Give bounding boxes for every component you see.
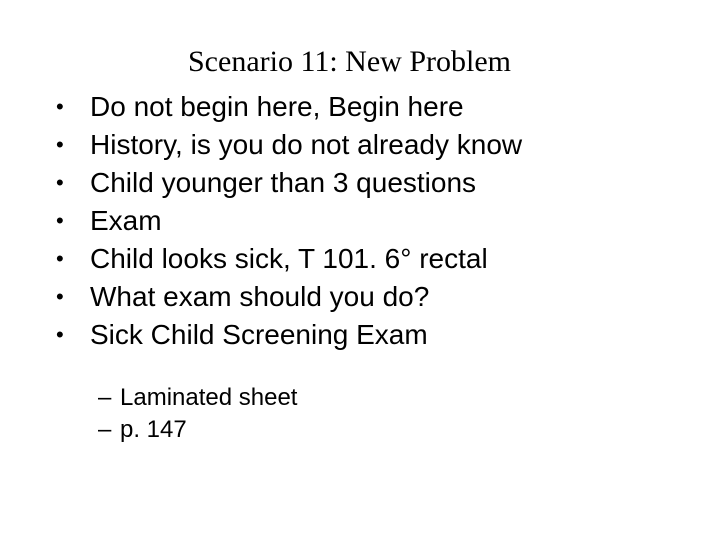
- bullet-marker: •: [56, 132, 64, 157]
- bullet-text: Sick Child Screening Exam: [90, 319, 428, 350]
- sub-bullet-text: p. 147: [120, 416, 187, 443]
- bullet-marker: •: [56, 284, 64, 309]
- slide-title: Scenario 11: New Problem: [188, 45, 511, 78]
- bullet-marker: •: [56, 246, 64, 271]
- bullet-text: Child younger than 3 questions: [90, 167, 477, 198]
- bullet-marker: •: [56, 170, 64, 195]
- bullet-text: Do not begin here, Begin here: [90, 91, 464, 122]
- bullet-marker: •: [56, 322, 64, 347]
- bullet-text: History, is you do not already know: [90, 129, 523, 160]
- bullet-marker: •: [56, 94, 64, 119]
- sub-bullet-marker: –: [98, 416, 112, 443]
- bullet-marker: •: [56, 208, 64, 233]
- bullet-text: Child looks sick, T 101. 6° rectal: [90, 243, 488, 274]
- sub-bullet-text: Laminated sheet: [120, 384, 298, 411]
- sub-bullet-item: [98, 414, 297, 446]
- sub-bullet-list: [98, 382, 297, 446]
- bullet-text: Exam: [90, 205, 162, 236]
- sub-bullet-item: [98, 382, 297, 414]
- bullet-text: What exam should you do?: [90, 281, 430, 312]
- sub-bullet-marker: –: [98, 384, 112, 411]
